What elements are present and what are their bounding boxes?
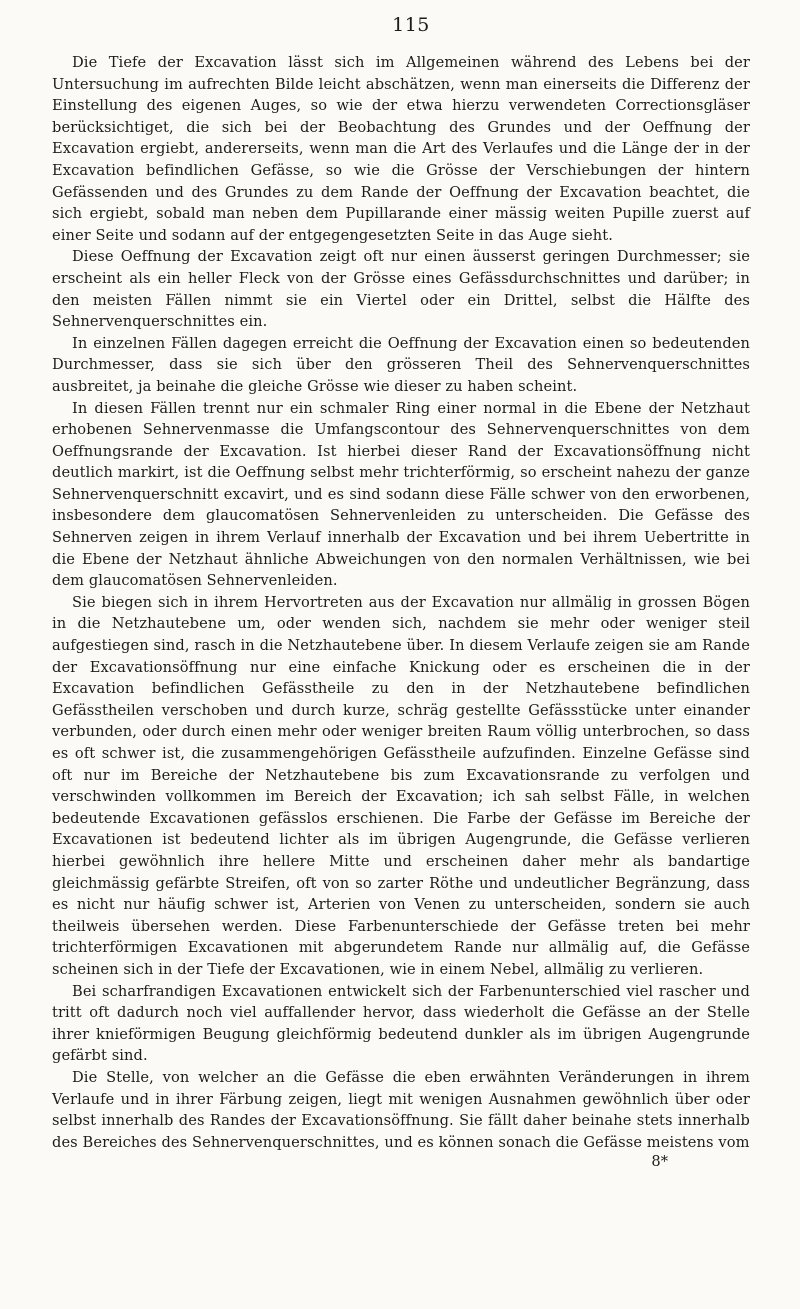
paragraph-1: Die Tiefe der Excavation lässt sich im Allgemeinen während des Lebens bei der Untersuchung im aufrechten Bilde leicht abschätzen, wenn man einerseits die Differenz der Einstellung des eigenen Auges, so wie der etwa hierzu verwendeten Correctionsgläser berücksichtiget, die sich bei der Beobachtung des Grundes und der Oeffnung der Excavation ergiebt, andererseits, wenn man die Art des Verlaufes und die Länge der in der Excavation befindlichen Gefässe, so wie die Grösse der Verschiebungen der hintern Gefässenden und des Grundes zu dem Rande der Oeffnung der Excavation beachtet, die sich ergiebt, sobald man neben dem Pupillarande einer mässig weiten Pupille zuerst auf einer Seite und sodann auf der entgegengesetzten Seite in das Auge sieht.: [52, 54, 750, 244]
signature-mark: 8*: [651, 1153, 668, 1171]
paragraph-2: Diese Oeffnung der Excavation zeigt oft nur einen äusserst geringen Durchmesser; sie erscheint als ein heller Fleck von der Grösse eines Gefässdurchschnittes und darüber; in den meisten Fällen nimmt sie ein Viertel oder ein Drittel, selbst die Hälfte des Sehnervenquerschnittes ein.: [52, 248, 750, 331]
paragraph-7: Die Stelle, von welcher an die Gefässe die eben erwähnten Veränderungen in ihrem Verlaufe und in ihrer Färbung zeigen, liegt mit wenigen Ausnahmen gewöhnlich über oder selbst innerhalb des Randes der Excavationsöffnung. Sie fällt daher beinahe stets innerhalb des Bereiches des Sehnervenquerschnittes, und es können sonach die Gefässe meistens vom: [52, 1068, 750, 1151]
paragraph-5: Sie biegen sich in ihrem Hervortreten aus der Excavation nur allmälig in grossen Bögen in die Netzhautebene um, oder wenden sich, nachdem sie mehr oder weniger steil aufgestiegen sind, rasch in die Netzhautebene über. In diesem Verlaufe zeigen sie am Rande der Excavationsöffnung nur eine einfache Knickung oder es erscheinen die in der Excavation befindlichen Gefässtheile zu den in der Netzhautebene befindlichen Gefässtheilen verschoben und durch kurze, schräg gestellte Gefässstücke unter einander verbunden, oder durch einen mehr oder weniger breiten Raum völlig unterbrochen, so dass es oft schwer ist, die zusammengehörigen Gefässtheile aufzufinden. Einzelne Gefässe sind oft nur im Bereiche der Netzhautebene bis zum Excavationsrande zu verfolgen und verschwinden vollkommen im Bereich der Excavation; ich sah selbst Fälle, in welchen bedeutende Excavationen gefässlos erschienen. Die Farbe der Gefässe im Bereiche der Excavationen ist bedeutend lichter als im übrigen Augengrunde, die Gefässe verlieren hierbei gewöhnlich ihre hellere Mitte und erscheinen daher mehr als bandartige gleichmässig gefärbte Streifen, oft von so zarter Röthe und undeutlicher Begränzung, dass es nicht nur häufig schwer ist, Arterien von Venen zu unterscheiden, sondern sie auch theilweis übersehen werden. Diese Farbenunterschiede der Gefässe treten bei mehr trichterförmigen Excavationen mit abgerundetem Rande nur allmälig auf, die Gefässe scheinen sich in der Tiefe der Excavationen, wie in einem Nebel, allmälig zu verlieren.: [52, 593, 750, 978]
page-number: 115: [392, 14, 430, 36]
paragraph-6: Bei scharfrandigen Excavationen entwickelt sich der Farbenunterschied viel rascher und tritt oft dadurch noch viel auffallender hervor, dass wiederholt die Gefässe an der Stelle ihrer knieförmigen Beugung gleichförmig bedeutend dunkler als im übrigen Augengrunde gefärbt sind.: [52, 982, 750, 1065]
body-text: [52, 52, 750, 1153]
paragraph-3: In einzelnen Fällen dagegen erreicht die Oeffnung der Excavation einen so bedeutenden Durchmesser, dass sie sich über den grösseren Theil des Sehnervenquerschnittes ausbreitet, ja beinahe die gleiche Grösse wie dieser zu haben scheint.: [52, 334, 750, 395]
paragraph-4: In diesen Fällen trennt nur ein schmaler Ring einer normal in die Ebene der Netzhaut erhobenen Sehnervenmasse die Umfangscontour des Sehnervenquerschnittes von dem Oeffnungsrande der Excavation. Ist hierbei dieser Rand der Excavationsöffnung nicht deutlich markirt, ist die Oeffnung selbst mehr trichterförmig, so erscheint nahezu der ganze Sehnervenquerschnitt excavirt, und es sind sodann diese Fälle schwer von den erworbenen, insbesondere dem glaucomatösen Sehnervenleiden zu unterscheiden. Die Gefässe des Sehnerven zeigen in ihrem Verlauf innerhalb der Excavation und bei ihrem Uebertritte in die Ebene der Netzhaut ähnliche Abweichungen von den normalen Verhältnissen, wie bei dem glaucomatösen Sehnervenleiden.: [52, 399, 750, 590]
